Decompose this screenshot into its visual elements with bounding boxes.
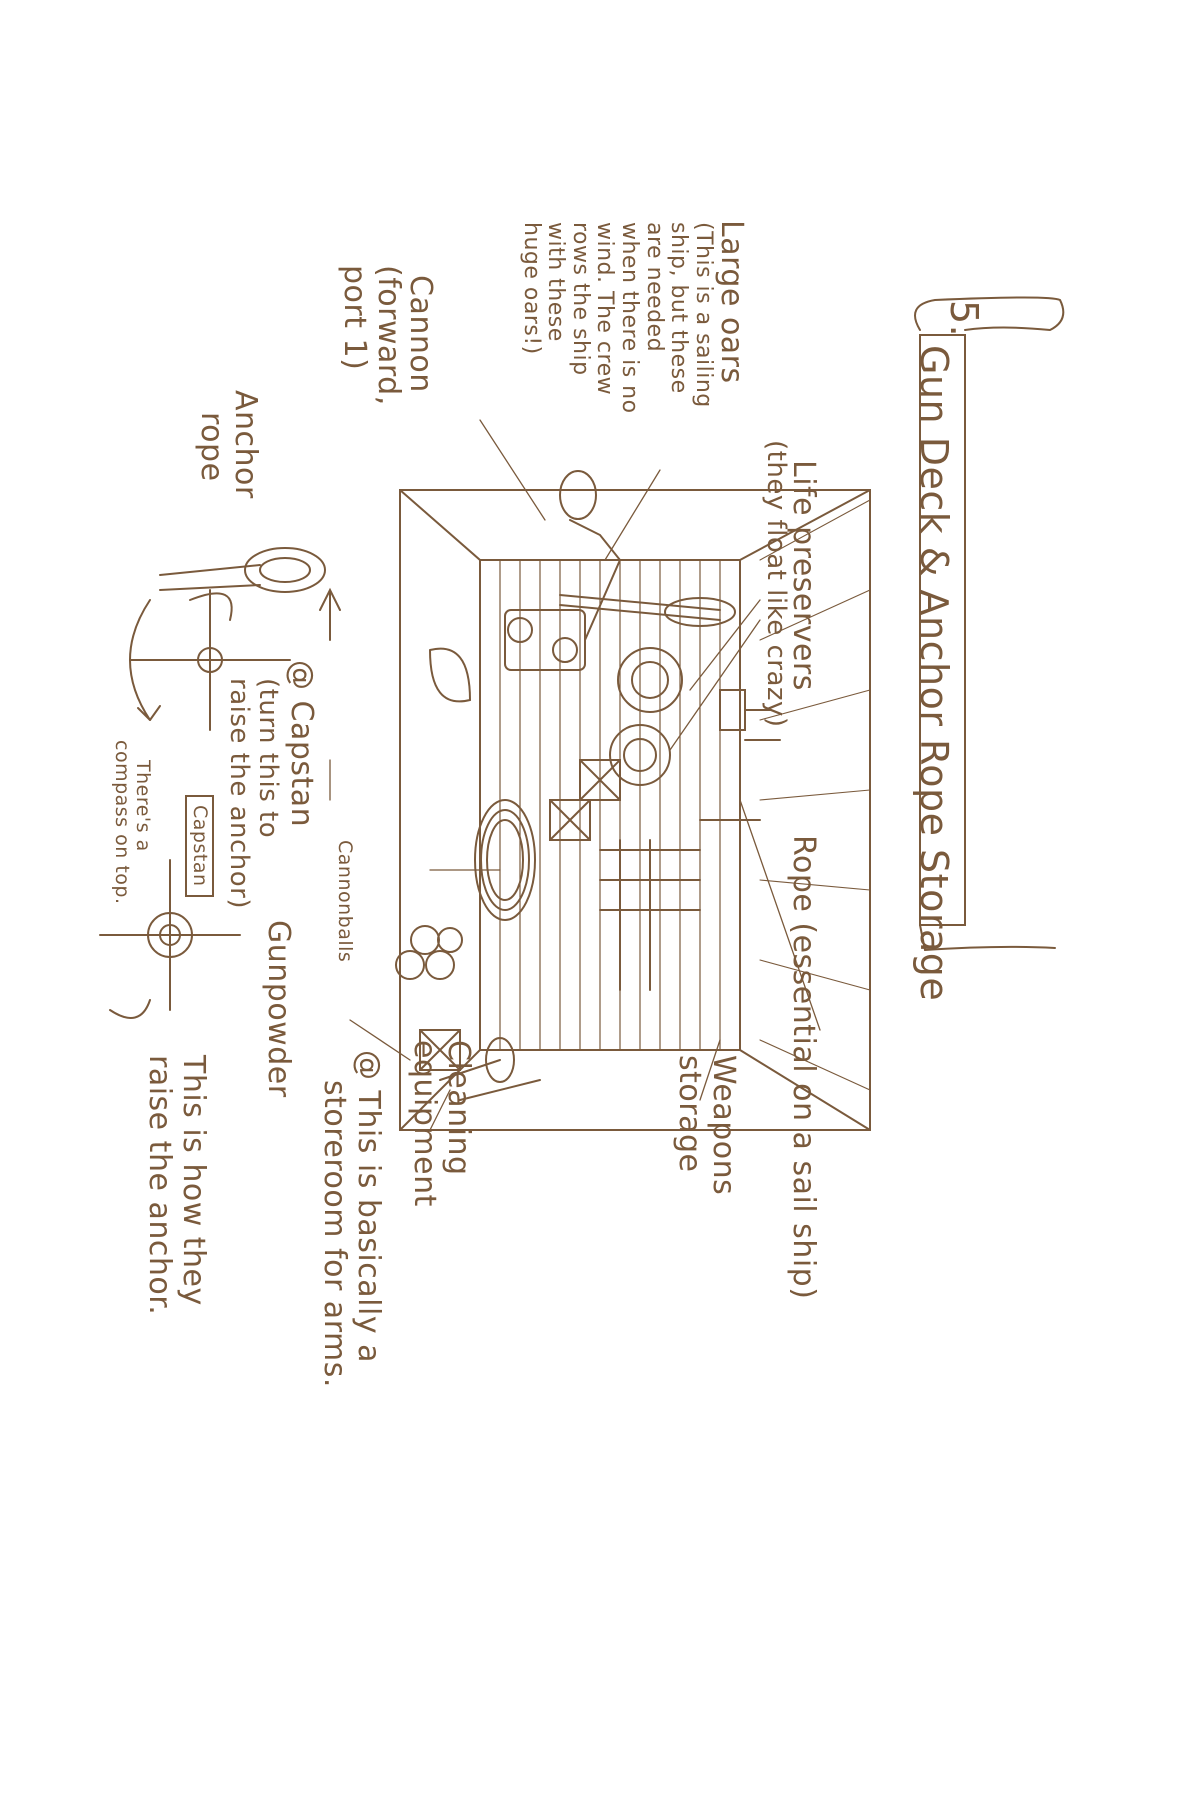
- anchor-raise-line: This is how they: [176, 1055, 211, 1306]
- compass-note-line: There's a: [132, 760, 154, 852]
- leader-lines: [330, 420, 820, 1130]
- weapons-line: storage: [672, 1055, 708, 1173]
- label-cannon: Cannon: [403, 275, 438, 393]
- oars-note-line: with these: [543, 222, 569, 342]
- banner-scroll-top: [915, 298, 1063, 331]
- label-cannon-note: [338, 265, 405, 406]
- page-title: Gun Deck & Anchor Rope Storage: [912, 345, 956, 1002]
- storeroom-line: storeroom for arms.: [317, 1080, 353, 1388]
- weapons-line: Weapons: [706, 1055, 741, 1196]
- floor-planks: [500, 560, 720, 1050]
- cannon-note-line: (forward,: [371, 265, 406, 406]
- label-storeroom-note: [318, 1050, 385, 1388]
- label-rope: Rope (essential on a sail ship): [786, 835, 821, 1300]
- large-oars: [560, 595, 735, 626]
- label-cleaning-equipment: [408, 1040, 475, 1207]
- label-capstan: @ Capstan: [284, 660, 319, 828]
- anchor-raise-line: raise the anchor.: [142, 1055, 178, 1316]
- label-large-oars: Large oars: [714, 220, 749, 384]
- compass-note-line: compass on top.: [110, 740, 133, 905]
- label-capstan-note: [224, 678, 282, 909]
- oars-note-line: rows the ship: [567, 222, 593, 376]
- arrow-pointer: [320, 590, 340, 640]
- oars-note-line: ship, but these: [666, 222, 692, 394]
- capstan-note-line: raise the anchor): [223, 678, 254, 910]
- label-life-preservers-note: (they float like crazy): [761, 440, 791, 728]
- label-compass-note: [110, 740, 153, 905]
- label-large-oars-note: [518, 222, 715, 414]
- oars-note-line: are needed: [641, 222, 667, 353]
- anchor-rope-line: rope: [194, 412, 230, 482]
- oars-note-line: (This is a sailing: [691, 222, 716, 408]
- cleaning-line: equipment: [407, 1040, 443, 1207]
- label-weapons-storage: [673, 1055, 740, 1195]
- coiled-rope: [475, 800, 535, 920]
- label-anchor-raise: [143, 1055, 210, 1315]
- cannon-note-line: port 1): [337, 265, 373, 371]
- cannon: [505, 471, 620, 670]
- label-life-preservers: Life preservers: [786, 460, 821, 691]
- barrel: [430, 649, 470, 702]
- oars-note-line: wind. The crew: [592, 222, 618, 396]
- label-capstan-box: Capstan: [185, 795, 214, 897]
- label-gunpowder: Gunpowder: [261, 920, 296, 1098]
- cannonballs: [396, 926, 462, 979]
- anchor-rope-line: Anchor: [228, 390, 263, 499]
- cleaning-line: Cleaning: [441, 1040, 476, 1176]
- page-number: 5.: [942, 300, 986, 338]
- storeroom-line: @ This is basically a: [351, 1050, 386, 1363]
- anchor-rope-hole: [160, 548, 325, 592]
- capstan-note-line: (turn this to: [253, 678, 283, 839]
- label-cannonballs: Cannonballs: [334, 840, 356, 963]
- oars-note-line: when there is no: [617, 222, 643, 414]
- oars-note-line: huge oars!): [518, 222, 544, 355]
- label-anchor-rope: [195, 390, 262, 499]
